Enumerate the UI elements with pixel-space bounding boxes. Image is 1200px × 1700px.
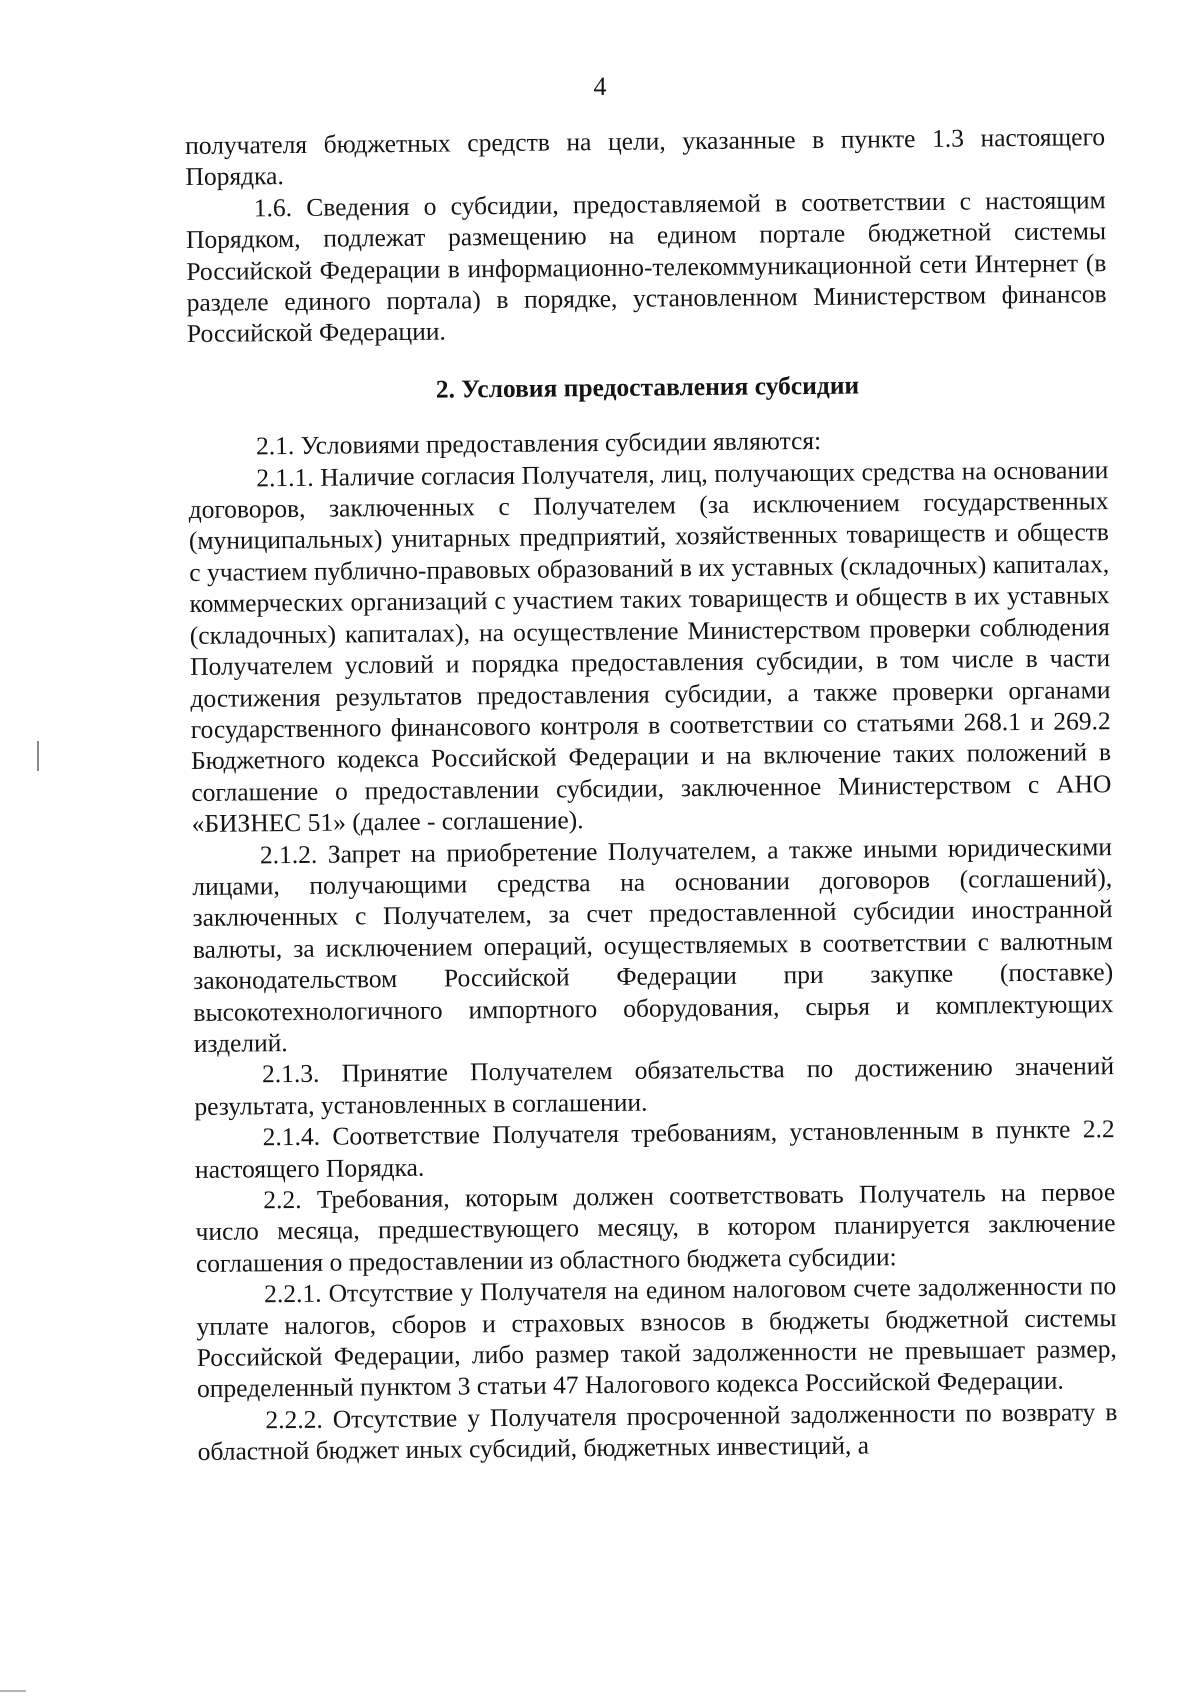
paragraph-2-2-2: 2.2.2. Отсутствие у Получателя просроченной задолженности по возврату в областной бюджет иных субсидий, бюджетных инвестиций, а [197, 1396, 1118, 1467]
section-2-heading: 2. Условия предоставления субсидии [435, 370, 860, 404]
paragraph-2-2-1: 2.2.1. Отсутствие у Получателя на едином налоговом счете задолженности по уплате налогов, сборов и страховых взносов в бюджеты бюджетной системы Российской Федерации, либо размер такой задолженности не превышает размер, определенный пунктом 3 статьи 47 Налогового кодекса Российской Федерации. [196, 1271, 1117, 1404]
document-body [185, 121, 1118, 1467]
scan-edge-mark [37, 741, 39, 771]
paragraph-intro: получателя бюджетных средств на цели, указанные в пункте 1.3 настоящего Порядка. [185, 122, 1106, 192]
paragraph-2-1-1: 2.1.1. Наличие согласия Получателя, лиц, получающих средства на основании договоров, заключенных с Получателем (за исключением государственных (муниципальных) унитарных предприятий, хозяйственных товариществ и обществ с участием публично-правовых образований в их уставных (складочных) капиталах, коммерческих организаций с участием таких товариществ и обществ в их уставных (складочных) капиталах), на осуществление Министерством проверки соблюдения Получателем условий и порядка предоставления субсидии, в том числе в части достижения результатов предоставления субсидии, а также проверки органами государственного финансового контроля в соответствии со статьями 268.1 и 269.2 Бюджетного кодекса Российской Федерации и на включение таких положений в соглашение о предоставлении субсидии, заключенное Министерством с АНО «БИЗНЕС 51» (далее - соглашение). [188, 454, 1112, 839]
paragraph-1-6: 1.6. Сведения о субсидии, предоставляемой в соответствии с настоящим Порядком, подлежат размещению на едином портале бюджетной системы Российской Федерации в информационно-телекоммуникационной сети Интернет (в разделе единого портала) в порядке, установленном Министерством финансов Российской Федерации. [185, 184, 1107, 349]
scan-bottom-mark [0, 1690, 26, 1692]
page-number: 4 [593, 72, 607, 101]
paragraph-2-1-3: 2.1.3. Принятие Получателем обязательства по достижению значений результата, установленных в соглашении. [194, 1051, 1115, 1121]
paragraph-2-1-4: 2.1.4. Соответствие Получателя требованиям, установленным в пункте 2.2 настоящего Порядка. [194, 1114, 1115, 1184]
paragraph-2-1-2: 2.1.2. Запрет на приобретение Получателем, а также иными юридическими лицами, получающими средства на основании договоров (соглашений), заключенных с Получателем, за счет предоставленной субсидии иностранной валюты, за исключением операций, осуществляемых в соответствии с валютным законодательством Российской Федерации при закупке (поставке) высокотехнологичного импортного оборудования, сырья и комплектующих изделий. [192, 831, 1114, 1058]
paragraph-2-2: 2.2. Требования, которым должен соответствовать Получатель на первое число месяца, предшествующего месяцу, в котором планируется заключение соглашения о предоставлении из областного бюджета субсидии: [195, 1177, 1116, 1278]
paragraph-2-1: 2.1. Условиями предоставления субсидии являются: [255, 426, 822, 461]
